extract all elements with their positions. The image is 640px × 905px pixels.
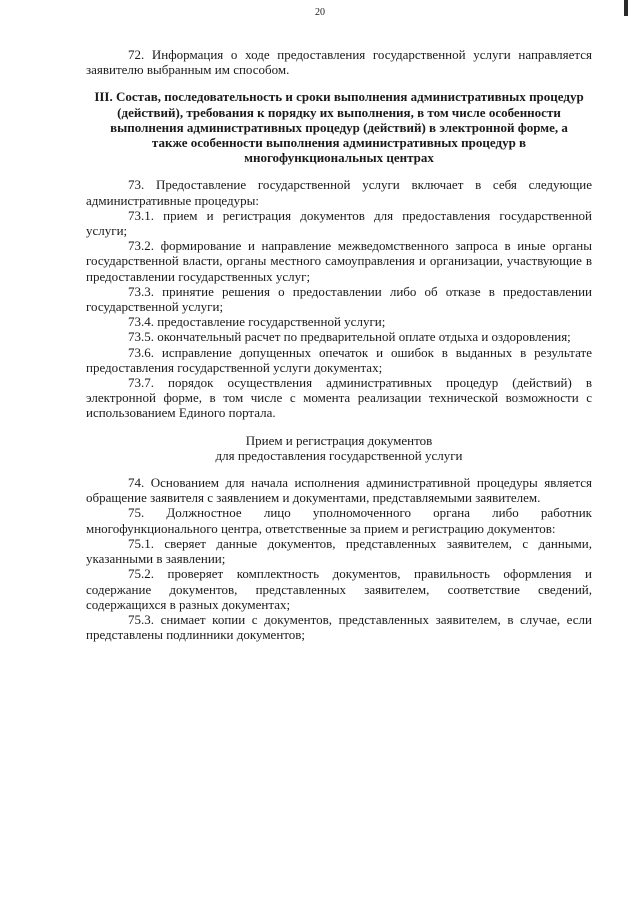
paragraph-73-6: 73.6. исправление допущенных опечаток и ошибок в выданных в результате предоставления государственной услуги документах;: [86, 344, 592, 375]
paragraph-73-3: 73.3. принятие решения о предоставлении либо об отказе в предоставлении государственной услуги;: [86, 283, 592, 315]
spacer: [86, 421, 592, 433]
paragraph-74: 74. Основанием для начала исполнения административной процедуры является обращение заявителя с заявлением и документами, представляемыми заявителем.: [86, 475, 592, 506]
spacer: [86, 463, 592, 475]
subsection-heading-line-2: для предоставления государственной услуги: [215, 447, 463, 463]
paragraph-72: 72. Информация о ходе предоставления государственной услуги направляется заявителю выбранным им способом.: [86, 47, 592, 78]
page-body: [86, 47, 592, 642]
paragraph-75-3: 75.3. снимает копии с документов, представленных заявителем, в случае, если представлены подлинники документов;: [86, 611, 592, 643]
paragraph-73-1: 73.1. прием и регистрация документов для предоставления государственной услуги;: [86, 207, 592, 239]
paragraph-75: 75. Должностное лицо уполномоченного органа либо работник многофункционального центра, ответственные за прием и регистрацию документов:: [86, 505, 592, 536]
paragraph-73-7: 73.7. порядок осуществления административных процедур (действий) в электронной форме, в том числе с момента реализации технической возможности с использованием Единого портала.: [86, 375, 592, 421]
paragraph-73-2: 73.2. формирование и направление межведомственного запроса в иные органы государственной власти, органы местного самоуправления и организации, участвующие в предоставлении государственных услуг;: [86, 238, 592, 284]
spacer: [86, 77, 592, 89]
page-number: 20: [315, 7, 325, 18]
paragraph-75-1: 75.1. сверяет данные документов, представленных заявителем, с данными, указанными в заявлении;: [86, 535, 592, 567]
subsection-heading-line-1: Прием и регистрация документов: [245, 432, 433, 448]
spacer: [86, 165, 592, 177]
section-heading: III. Состав, последовательность и сроки выполнения административных процедур (действий), требования к порядку их выполнения, в том числе особенности выполнения административных процедур (действий) в электронной форме, а также особенности выполнения административных процедур в многофункциональных центрах: [94, 89, 584, 166]
paragraph-73-5: 73.5. окончательный расчет по предварительной оплате отдыха и оздоровления;: [128, 329, 571, 345]
paragraph-73-4: 73.4. предоставление государственной услуги;: [128, 314, 386, 330]
paragraph-73: 73. Предоставление государственной услуги включает в себя следующие административные процедуры:: [86, 177, 592, 208]
paragraph-75-2: 75.2. проверяет комплектность документов, правильность оформления и содержание документов, представленных заявителем, соответствие сведений, содержащихся в разных документах;: [86, 566, 592, 612]
